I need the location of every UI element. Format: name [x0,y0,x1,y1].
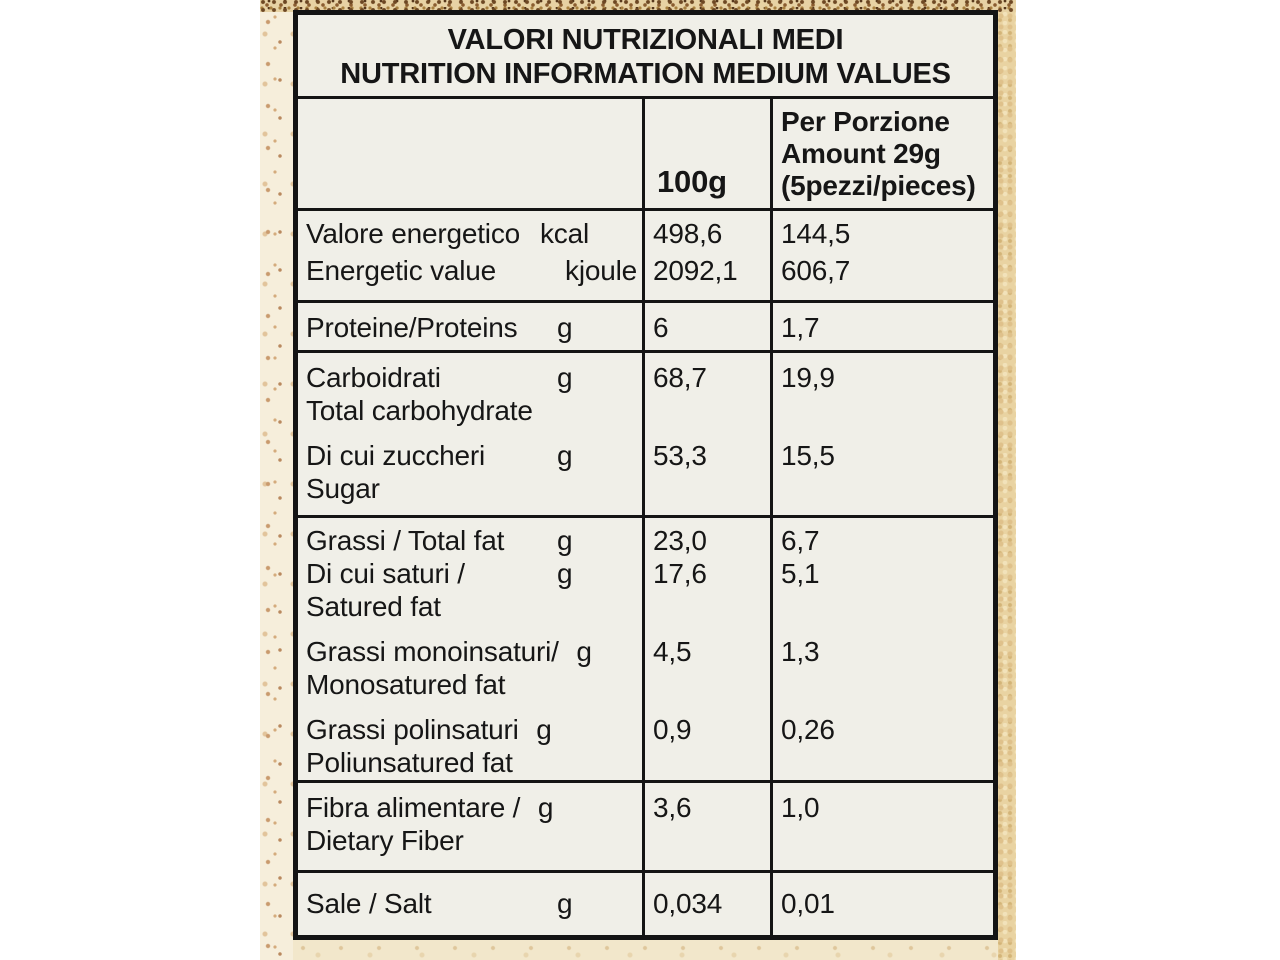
carbs-100g-cell [642,353,770,515]
fat-saturated-label-it-text: Di cui saturi / [306,558,465,589]
sugars-label-it-text: Di cui zuccheri [306,440,486,471]
carbs-per-portion: 19,9 [781,362,835,393]
table-title [298,15,993,96]
energy-label-italian [306,217,642,250]
proteins-label [306,311,642,344]
per-portion-line2: Amount 29g [781,138,941,169]
fiber-row [298,780,993,870]
fat-saturated-per-portion: 5,1 [781,558,820,589]
fiber-label-italian [306,791,642,824]
fat-saturated-label-english: Satured fat [306,591,441,622]
header-100g-label: 100g [657,164,727,199]
fat-poly-label-it-text: Grassi polinsaturi [306,714,519,745]
proteins-100g-cell [642,303,770,350]
header-col-per-portion [770,99,993,208]
fat-mono-per-portion: 1,3 [781,636,820,667]
energy-label-english [306,254,642,287]
fiber-label-it-text: Fibra alimentare / [306,792,521,823]
fats-section [298,515,993,780]
sugars-label-italian [306,439,642,472]
fat-total-label-text: Grassi / Total fat [306,525,505,556]
energy-label-cell [298,211,642,300]
sugars-unit: g [557,440,573,471]
salt-label-text: Sale / Salt [306,888,432,919]
sugars-per-100g: 53,3 [653,440,707,471]
fat-saturated-unit: g [557,558,573,589]
fat-poly-per-100g: 0,9 [653,714,692,745]
salt-per-portion: 0,01 [781,888,835,919]
energy-unit-kcal: kcal [540,218,589,249]
package-speckle-left [260,12,293,960]
fat-mono-label-italian [306,635,642,668]
proteins-row [298,300,993,350]
energy-unit-kjoule: kjoule [565,255,637,286]
carbs-label-italian [306,361,642,394]
sugars-label-english: Sugar [306,473,380,504]
energy-kcal-per-portion: 144,5 [781,218,851,249]
fat-total-per-portion: 6,7 [781,525,820,556]
fats-100g-cell [642,518,770,780]
header-col-100g [642,99,770,208]
package-background [260,0,1016,960]
fiber-label-cell [298,783,642,870]
fat-mono-label-english: Monosatured fat [306,669,506,700]
energy-kjoule-per-100g: 2092,1 [653,255,738,286]
salt-row [298,870,993,935]
fiber-unit: g [537,792,554,823]
nutrition-table [293,10,998,940]
proteins-per-portion: 1,7 [781,312,820,343]
fiber-100g-cell [642,783,770,870]
carbohydrates-section [298,350,993,515]
fiber-portion-cell [770,783,993,870]
fat-saturated-per-100g: 17,6 [653,558,707,589]
fiber-per-portion: 1,0 [781,792,820,823]
proteins-per-100g: 6 [653,312,669,343]
carbs-unit: g [557,362,573,393]
fat-poly-label-italian [306,713,642,746]
salt-label-cell [298,873,642,935]
title-line-italian: VALORI NUTRIZIONALI MEDI [447,24,844,56]
proteins-label-text: Proteine/Proteins [306,312,518,343]
fat-mono-per-100g: 4,5 [653,636,692,667]
energy-kjoule-per-portion: 606,7 [781,255,851,286]
fat-total-per-100g: 23,0 [653,525,707,556]
fiber-per-100g: 3,6 [653,792,692,823]
fat-mono-label-it-text: Grassi monoinsaturi/ [306,636,559,667]
package-speckle-right [998,12,1016,960]
salt-100g-cell [642,873,770,935]
energy-kcal-per-100g: 498,6 [653,218,723,249]
per-portion-line3: (5pezzi/pieces) [781,170,976,201]
carbs-label-it-text: Carboidrati [306,362,441,393]
fat-poly-unit: g [536,714,552,745]
header-row [298,96,993,208]
sugars-per-portion: 15,5 [781,440,835,471]
proteins-portion-cell [770,303,993,350]
per-portion-line1: Per Porzione [781,106,950,137]
fats-portion-cell [770,518,993,780]
fat-saturated-label-italian [306,557,642,590]
proteins-unit: g [557,312,573,343]
package-speckle-bottom [293,940,998,960]
salt-unit: g [557,888,573,919]
energy-row [298,208,993,300]
energy-label-it-text: Valore energetico [306,218,520,249]
fat-total-label [306,524,642,557]
proteins-label-cell [298,303,642,350]
carbs-label-english: Total carbohydrate [306,395,533,426]
salt-per-100g: 0,034 [653,888,723,919]
carbs-label-cell [298,353,642,515]
header-blank-cell [298,99,642,208]
fat-total-unit: g [557,525,573,556]
fat-mono-unit: g [576,636,592,667]
fat-poly-label-english: Poliunsatured fat [306,747,513,778]
energy-portion-cell [770,211,993,300]
fat-poly-per-portion: 0,26 [781,714,835,745]
fiber-label-english: Dietary Fiber [306,825,464,856]
energy-label-en-text: Energetic value [306,255,497,286]
salt-label [306,887,642,920]
salt-portion-cell [770,873,993,935]
carbs-per-100g: 68,7 [653,362,707,393]
fats-label-cell [298,518,642,780]
title-line-english: NUTRITION INFORMATION MEDIUM VALUES [340,58,951,90]
carbs-portion-cell [770,353,993,515]
energy-100g-cell [642,211,770,300]
